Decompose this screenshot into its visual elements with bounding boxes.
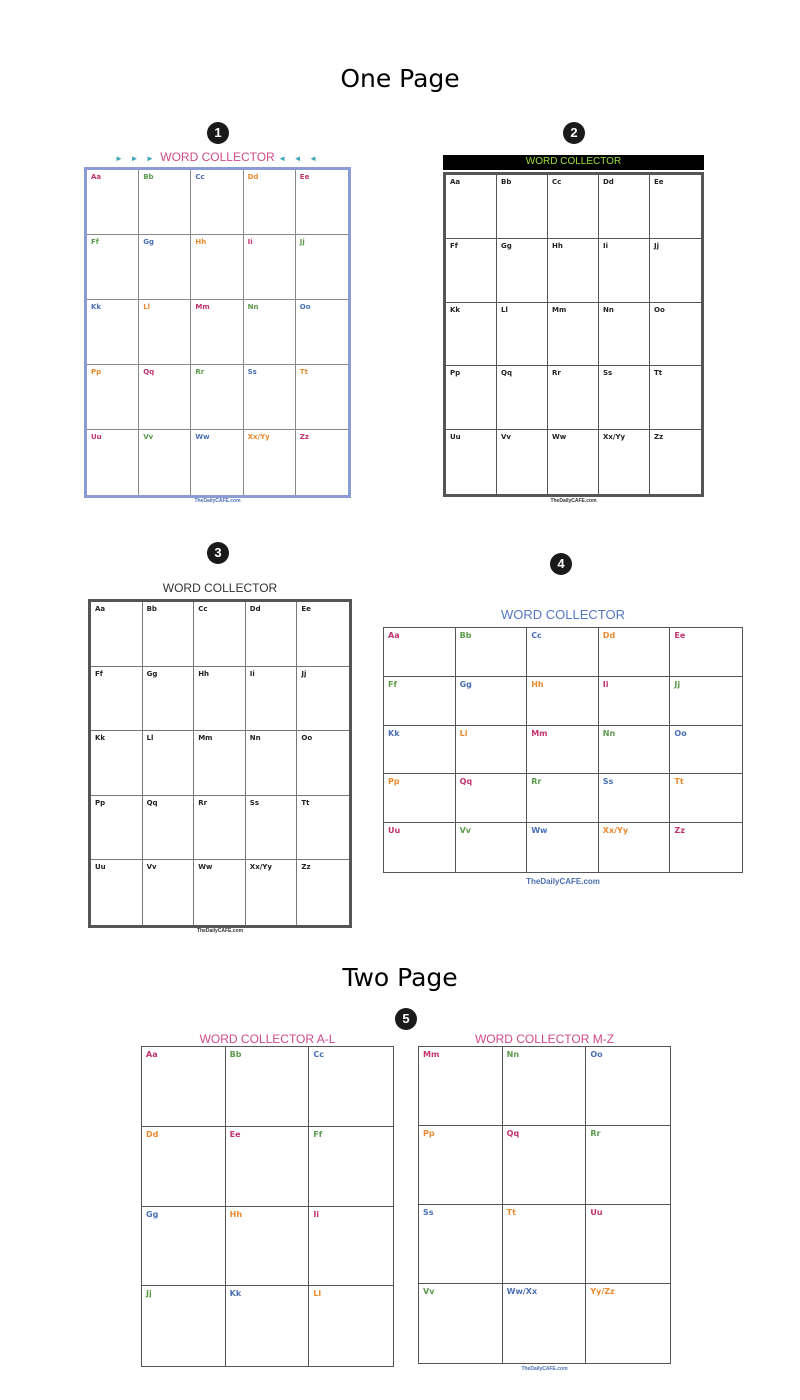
letter-label: Uu	[590, 1208, 603, 1217]
letter-label: Bb	[229, 1050, 242, 1059]
letter-label: Dd	[249, 605, 261, 613]
worksheet-3	[88, 580, 352, 937]
letter-cell	[599, 823, 671, 872]
letter-label: Dd	[146, 1129, 159, 1139]
letter-cell	[244, 235, 296, 300]
letter-label: Ii	[249, 669, 255, 678]
letter-cell	[296, 430, 348, 495]
letter-cell	[599, 366, 650, 430]
letter-label: Xx/Yy	[602, 826, 629, 836]
letter-cell	[194, 796, 246, 861]
letter-cell	[143, 731, 195, 796]
worksheet-1	[84, 148, 351, 508]
letter-cell	[194, 602, 246, 667]
letter-label: Oo	[654, 305, 665, 314]
letter-cell	[419, 1126, 503, 1205]
letter-cell	[191, 170, 243, 235]
letter-label: Oo	[299, 303, 311, 311]
letter-cell	[650, 239, 701, 303]
worksheet-5-a-l	[141, 1031, 394, 1368]
letter-cell	[309, 1207, 393, 1287]
letter-label: Ss	[603, 369, 613, 378]
worksheet-4	[383, 606, 743, 891]
letter-label: Aa	[95, 605, 106, 613]
letter-label: Bb	[501, 178, 512, 186]
letter-label: Hh	[195, 238, 207, 246]
letter-cell	[226, 1047, 310, 1127]
letter-label: Aa	[91, 173, 102, 181]
letter-label: Qq	[143, 368, 155, 376]
letter-cell	[244, 170, 296, 235]
letter-cell	[191, 430, 243, 495]
letter-label: Bb	[146, 605, 157, 613]
letter-label: Ii	[313, 1209, 320, 1219]
letter-label: Ll	[146, 734, 154, 743]
letter-label: Rr	[198, 798, 208, 807]
letter-cell	[650, 430, 701, 494]
letter-label: Zz	[674, 826, 685, 836]
letter-cell	[296, 300, 348, 365]
letter-label: Cc	[195, 173, 205, 181]
letter-cell	[497, 430, 548, 494]
letter-label: Ee	[301, 605, 311, 613]
letter-cell	[309, 1127, 393, 1207]
letter-cell	[456, 628, 528, 677]
letter-label: Jj	[146, 1289, 152, 1299]
letter-cell	[194, 731, 246, 796]
letter-cell	[87, 235, 139, 300]
letter-label: Ff	[388, 679, 397, 689]
letter-cell	[143, 667, 195, 732]
letter-cell	[384, 677, 456, 726]
letter-label: Tt	[674, 777, 684, 787]
letter-cell	[246, 667, 298, 732]
letter-label: Ff	[450, 241, 458, 250]
letter-label: Ww	[198, 863, 213, 872]
letter-cell	[91, 796, 143, 861]
letter-label: Ww	[195, 433, 210, 441]
letter-label: Pp	[388, 777, 400, 787]
letter-label: Mm	[531, 728, 548, 738]
letter-label: Qq	[459, 777, 473, 787]
letter-cell	[599, 726, 671, 775]
letter-label: Rr	[552, 369, 561, 378]
letter-cell	[586, 1126, 670, 1205]
letter-label: Gg	[146, 669, 158, 678]
letter-cell	[456, 726, 528, 775]
letter-label: Oo	[301, 734, 313, 743]
letter-cell	[586, 1205, 670, 1284]
left-arrows-icon: ► ► ►	[114, 154, 157, 163]
number-badge-2: 2	[563, 122, 585, 144]
footer-url: TheDailyCAFE.com	[550, 498, 597, 504]
letter-label: Ii	[247, 238, 253, 246]
letter-label: Oo	[674, 728, 687, 738]
letter-cell	[670, 726, 742, 775]
letter-label: Dd	[603, 178, 614, 186]
letter-cell	[91, 602, 143, 667]
letter-cell	[527, 823, 599, 872]
footer-url: TheDailyCAFE.com	[196, 928, 244, 934]
letter-cell	[246, 602, 298, 667]
letter-cell	[87, 430, 139, 495]
letter-cell	[586, 1284, 670, 1363]
letter-label: Tt	[301, 798, 310, 807]
letter-label: Kk	[91, 303, 102, 311]
letter-cell	[650, 303, 701, 367]
right-arrows-icon: ◄ ◄ ◄	[278, 154, 321, 163]
letter-cell	[139, 430, 191, 495]
letter-cell	[139, 300, 191, 365]
letter-cell	[548, 303, 599, 367]
letter-cell	[246, 796, 298, 861]
letter-label: Zz	[654, 433, 664, 442]
letter-cell	[456, 677, 528, 726]
letter-label: Mm	[423, 1050, 440, 1059]
letter-cell	[527, 774, 599, 823]
letter-cell	[586, 1047, 670, 1126]
letter-label: Mm	[195, 303, 210, 311]
number-badge-5: 5	[395, 1008, 417, 1030]
letter-cell	[446, 303, 497, 367]
letter-label: Ee	[299, 173, 310, 181]
letter-label: Ee	[229, 1129, 241, 1139]
letter-cell	[599, 239, 650, 303]
number-badge-3: 3	[207, 542, 229, 564]
letter-label: Jj	[654, 241, 660, 250]
letter-label: Ii	[603, 241, 609, 250]
letter-cell	[446, 366, 497, 430]
letter-label: Mm	[552, 305, 567, 314]
letter-label: Aa	[146, 1050, 158, 1059]
letter-label: Gg	[146, 1209, 159, 1219]
letter-label: Ff	[95, 669, 103, 678]
letter-cell	[143, 860, 195, 925]
letter-cell	[143, 602, 195, 667]
letter-cell	[91, 667, 143, 732]
sheet-title: WORD COLLECTOR A-L	[199, 1032, 336, 1046]
letter-grid	[84, 167, 351, 498]
letter-label: Pp	[95, 798, 106, 807]
letter-label: Uu	[388, 826, 401, 836]
letter-cell	[226, 1127, 310, 1207]
letter-cell	[497, 175, 548, 239]
letter-label: Bb	[143, 173, 154, 181]
letter-label: Ee	[674, 631, 686, 640]
letter-label: Rr	[590, 1129, 601, 1138]
letter-label: Hh	[229, 1209, 243, 1219]
letter-cell	[670, 628, 742, 677]
letter-label: Rr	[195, 368, 205, 376]
letter-cell	[191, 365, 243, 430]
letter-cell	[142, 1286, 226, 1366]
letter-cell	[297, 667, 349, 732]
letter-label: Nn	[602, 728, 616, 738]
letter-cell	[456, 823, 528, 872]
letter-cell	[503, 1205, 587, 1284]
letter-grid	[443, 172, 704, 497]
letter-cell	[419, 1047, 503, 1126]
letter-label: Tt	[654, 369, 663, 378]
letter-label: Jj	[299, 238, 305, 246]
letter-label: Nn	[249, 734, 261, 743]
letter-cell	[296, 365, 348, 430]
letter-grid	[383, 627, 743, 873]
letter-cell	[297, 796, 349, 861]
letter-cell	[384, 774, 456, 823]
letter-label: Vv	[459, 826, 471, 836]
letter-label: Yy/Zz	[590, 1287, 615, 1296]
letter-label: Hh	[198, 669, 210, 678]
letter-cell	[419, 1284, 503, 1363]
footer-url: TheDailyCAFE.com	[521, 1366, 568, 1372]
letter-cell	[599, 303, 650, 367]
letter-cell	[296, 235, 348, 300]
letter-label: Ll	[143, 303, 151, 311]
letter-cell	[527, 726, 599, 775]
letter-label: Dd	[602, 631, 616, 640]
letter-cell	[599, 774, 671, 823]
letter-cell	[87, 170, 139, 235]
letter-cell	[384, 823, 456, 872]
letter-cell	[446, 239, 497, 303]
letter-label: Mm	[198, 734, 213, 743]
letter-label: Oo	[590, 1050, 603, 1059]
letter-label: Qq	[146, 798, 158, 807]
letter-cell	[226, 1286, 310, 1366]
letter-cell	[419, 1205, 503, 1284]
letter-label: Ii	[602, 679, 609, 689]
sheet-title: WORD COLLECTOR	[525, 156, 622, 167]
worksheet-5-m-z	[418, 1031, 671, 1376]
letter-label: Xx/Yy	[603, 433, 626, 442]
letter-cell	[599, 175, 650, 239]
letter-cell	[548, 366, 599, 430]
letter-label: Tt	[299, 368, 308, 376]
letter-label: Kk	[229, 1289, 242, 1299]
letter-cell	[194, 667, 246, 732]
letter-cell	[548, 175, 599, 239]
letter-label: Ff	[91, 238, 99, 246]
letter-cell	[297, 860, 349, 925]
letter-cell	[91, 860, 143, 925]
letter-label: Ww/Xx	[506, 1287, 538, 1296]
letter-label: Qq	[506, 1129, 520, 1138]
letter-cell	[446, 175, 497, 239]
sheet-title-row	[84, 150, 351, 164]
letter-cell	[384, 628, 456, 677]
letter-label: Ss	[249, 798, 260, 807]
number-badge-4: 4	[550, 553, 572, 575]
letter-cell	[143, 796, 195, 861]
footer-url: TheDailyCAFE.com	[526, 877, 600, 886]
letter-label: Ww	[531, 826, 548, 836]
letter-label: Gg	[143, 238, 154, 246]
letter-label: Nn	[603, 305, 614, 314]
letter-cell	[527, 677, 599, 726]
letter-cell	[142, 1047, 226, 1127]
letter-label: Gg	[459, 679, 472, 689]
letter-cell	[226, 1207, 310, 1287]
letter-label: Hh	[552, 241, 563, 250]
letter-label: Ss	[247, 368, 257, 376]
letter-label: Uu	[95, 863, 106, 872]
letter-cell	[139, 170, 191, 235]
letter-label: Jj	[301, 669, 307, 678]
letter-label: Nn	[506, 1050, 520, 1059]
letter-label: Ll	[459, 728, 468, 738]
letter-cell	[384, 726, 456, 775]
letter-cell	[548, 430, 599, 494]
letter-cell	[246, 731, 298, 796]
letter-cell	[244, 430, 296, 495]
letter-cell	[650, 175, 701, 239]
letter-label: Vv	[146, 863, 157, 872]
letter-label: Gg	[501, 241, 512, 250]
letter-cell	[497, 366, 548, 430]
letter-cell	[87, 365, 139, 430]
letter-cell	[139, 365, 191, 430]
letter-cell	[548, 239, 599, 303]
letter-label: Zz	[299, 433, 309, 441]
letter-grid	[141, 1046, 394, 1367]
letter-cell	[296, 170, 348, 235]
letter-cell	[91, 731, 143, 796]
letter-cell	[527, 628, 599, 677]
letter-label: Kk	[388, 728, 400, 738]
sheet-title: WORD COLLECTOR	[162, 581, 278, 595]
letter-cell	[497, 303, 548, 367]
letter-label: Ww	[552, 433, 567, 442]
letter-label: Rr	[531, 777, 542, 787]
letter-cell	[297, 602, 349, 667]
letter-label: Aa	[450, 178, 461, 186]
letter-label: Aa	[388, 631, 400, 640]
letter-label: Ee	[654, 178, 664, 186]
letter-cell	[309, 1286, 393, 1366]
letter-cell	[456, 774, 528, 823]
letter-label: Ll	[313, 1289, 322, 1299]
letter-cell	[87, 300, 139, 365]
letter-cell	[142, 1127, 226, 1207]
letter-cell	[244, 365, 296, 430]
letter-label: Bb	[459, 631, 472, 640]
section-title-one-page: One Page	[340, 64, 460, 93]
letter-cell	[309, 1047, 393, 1127]
letter-label: Qq	[501, 369, 512, 378]
section-title-two-page: Two Page	[342, 963, 458, 992]
letter-cell	[503, 1284, 587, 1363]
letter-label: Pp	[423, 1129, 435, 1138]
letter-label: Pp	[450, 369, 461, 378]
letter-cell	[670, 677, 742, 726]
letter-label: Cc	[531, 631, 542, 640]
letter-label: Xx/Yy	[247, 433, 270, 441]
letter-label: Dd	[247, 173, 259, 181]
letter-cell	[670, 774, 742, 823]
footer-url: TheDailyCAFE.com	[194, 498, 241, 504]
letter-label: Pp	[91, 368, 102, 376]
letter-label: Uu	[91, 433, 102, 441]
letter-label: Xx/Yy	[249, 863, 272, 872]
letter-cell	[670, 823, 742, 872]
letter-cell	[446, 430, 497, 494]
letter-label: Ll	[501, 305, 508, 314]
letter-label: Kk	[450, 305, 461, 314]
sheet-title: WORD COLLECTOR	[160, 150, 275, 164]
letter-label: Jj	[674, 679, 681, 689]
letter-label: Vv	[143, 433, 154, 441]
letter-label: Vv	[501, 433, 511, 442]
letter-label: Nn	[247, 303, 259, 311]
letter-label: Tt	[506, 1208, 516, 1217]
letter-cell	[497, 239, 548, 303]
letter-cell	[191, 235, 243, 300]
letter-label: Ss	[602, 777, 614, 787]
sheet-title: WORD COLLECTOR M-Z	[474, 1032, 615, 1046]
letter-cell	[650, 366, 701, 430]
letter-label: Uu	[450, 433, 461, 442]
letter-cell	[246, 860, 298, 925]
letter-cell	[139, 235, 191, 300]
letter-cell	[599, 430, 650, 494]
worksheet-2	[443, 155, 704, 510]
letter-label: Zz	[301, 863, 311, 872]
letter-cell	[297, 731, 349, 796]
letter-cell	[194, 860, 246, 925]
sheet-title: WORD COLLECTOR	[501, 607, 625, 622]
letter-cell	[244, 300, 296, 365]
letter-label: Vv	[423, 1287, 435, 1296]
number-badge-1: 1	[207, 122, 229, 144]
letter-label: Cc	[552, 178, 562, 186]
letter-label: Kk	[95, 734, 106, 743]
letter-cell	[191, 300, 243, 365]
letter-cell	[503, 1047, 587, 1126]
letter-cell	[599, 628, 671, 677]
letter-cell	[503, 1126, 587, 1205]
letter-label: Ff	[313, 1129, 323, 1139]
letter-label: Cc	[313, 1050, 324, 1059]
letter-label: Ss	[423, 1208, 434, 1217]
letter-cell	[142, 1207, 226, 1287]
letter-label: Hh	[531, 679, 544, 689]
letter-label: Cc	[198, 605, 208, 613]
letter-grid	[418, 1046, 671, 1364]
letter-grid	[88, 599, 352, 928]
letter-cell	[599, 677, 671, 726]
